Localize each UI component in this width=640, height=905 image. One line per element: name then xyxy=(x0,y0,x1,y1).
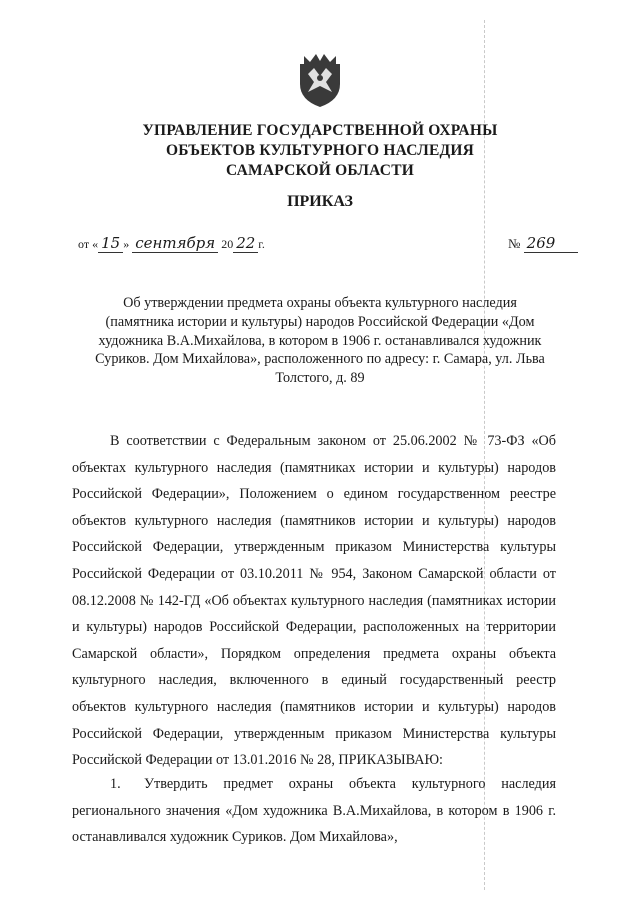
header-line-2: ОБЪЕКТОВ КУЛЬТУРНОГО НАСЛЕДИЯ xyxy=(165,142,475,159)
number-value: 269 xyxy=(524,234,578,253)
order-date xyxy=(78,234,265,252)
header-line-1: УПРАВЛЕНИЕ ГОСУДАРСТВЕННОЙ ОХРАНЫ xyxy=(142,122,498,139)
order-number xyxy=(508,234,578,253)
order-subject: Об утверждении предмета охраны объекта культурного наследия (памятника истории и культуры) народов Российской Федерации «Дом художника В.А.Михайлова, в котором в 1906 г. останавливался художник Суриков. Дом Михайлова», расположенного по адресу: г. Самара, ул. Льва Толстого, д. 89 xyxy=(95,295,545,387)
point-1 xyxy=(72,771,556,851)
date-mid: » xyxy=(123,237,130,251)
date-day: 15 xyxy=(98,234,123,253)
number-prefix: № xyxy=(508,236,521,251)
header-line-3: САМАРСКОЙ ОБЛАСТИ xyxy=(225,162,414,179)
point-1-number: 1. xyxy=(110,776,121,792)
preamble-paragraph xyxy=(72,428,556,774)
date-year-prefix: 20 xyxy=(221,237,234,251)
samara-region-coat-of-arms-icon xyxy=(296,50,344,110)
date-year: 22 xyxy=(233,234,258,253)
preamble-text: В соответствии с Федеральным законом от 25.06.2002 № 73-ФЗ «Об объектах культурного наследия (памятниках истории и культуры) народов Российской Федерации», Положением о едином государственном реестре объектов культурного наследия (памятников истории и культуры) народов Российской Федерации, утвержденным приказом Министерства культуры Российской Федерации от 03.10.2011 № 954, Законом Самарской области от 08.12.2008 № 142-ГД «Об объектах культурного наследия (памятниках истории и культуры) народов Российской Федерации, расположенных на территории Самарской области», Порядком определения предмета охраны объекта культурного наследия, включенного в единый государственный реестр объектов культурного наследия (памятников истории и культуры) народов Российской Федерации, утвержденным приказом Министерства культуры Российской Федерации от 13.01.2016 № 28, ПРИКАЗЫВАЮ: xyxy=(72,433,556,769)
date-suffix: г. xyxy=(258,237,265,251)
point-1-text: Утвердить предмет охраны объекта культурного наследия регионального значения «Дом художника В.А.Михайлова, в котором в 1906 г. останавливался художник Суриков. Дом Михайлова», xyxy=(72,776,556,846)
date-month: сентября xyxy=(132,234,218,253)
order-title: ПРИКАЗ xyxy=(287,193,353,210)
date-prefix: от « xyxy=(78,237,99,251)
